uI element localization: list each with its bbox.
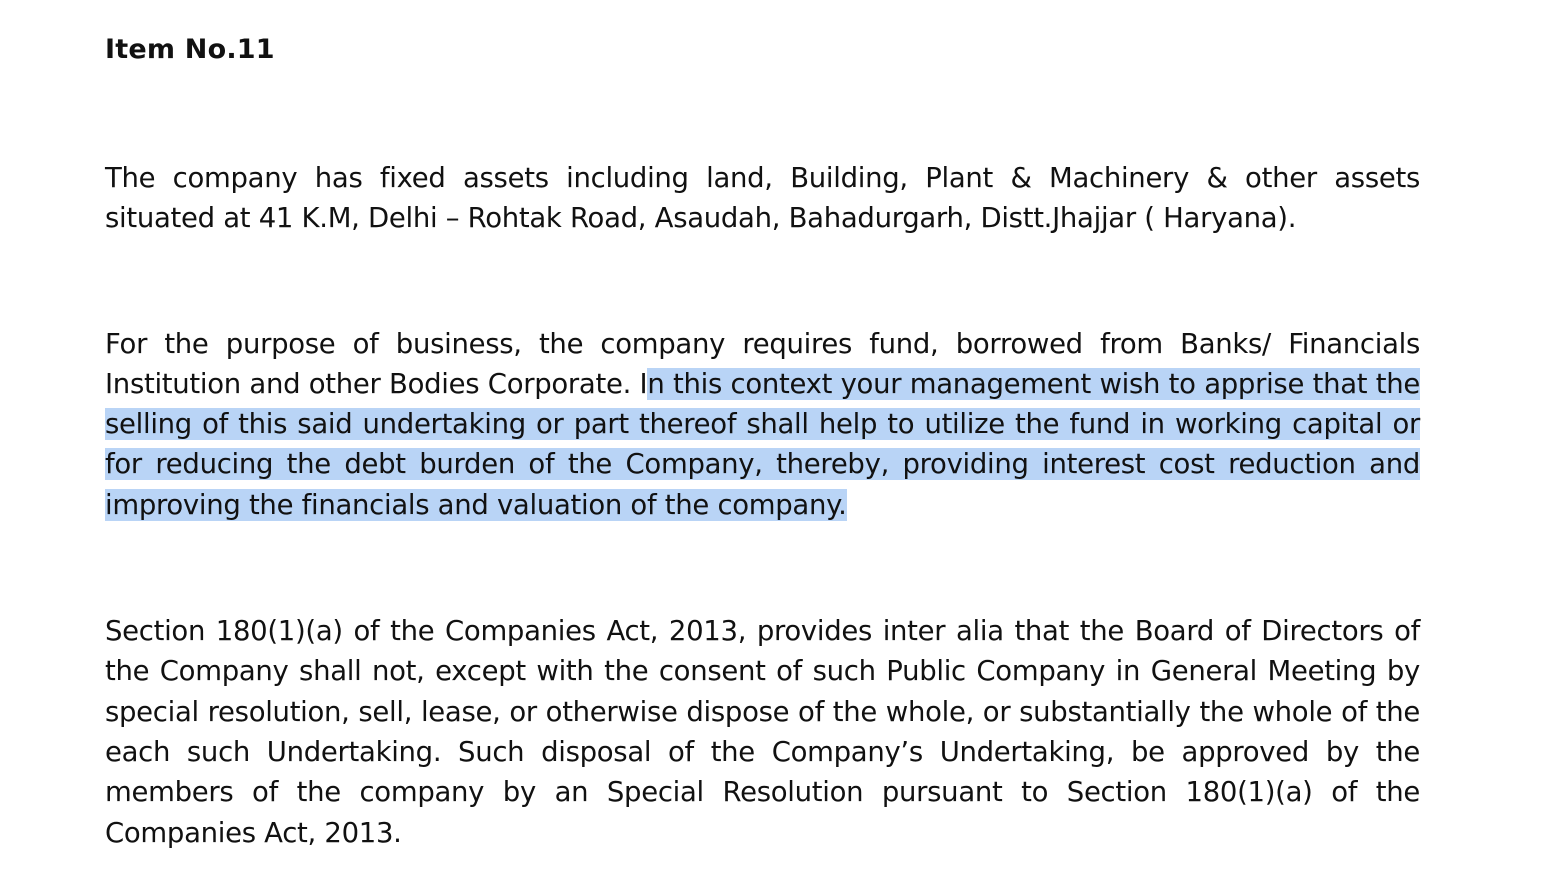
paragraph-text-unselected[interactable]: For the purpose of business, the company requires fund, borrowed from Banks/ Financials Institution and other Bodies Corporate. I	[105, 327, 1420, 400]
paragraph-fixed-assets[interactable]: The company has fixed assets including land, Building, Plant & Machinery & other assets situated at 41 K.M, Delhi – Rohtak Road, Asaudah, Bahadurgarh, Distt.Jhajjar ( Haryana).	[105, 162, 1420, 235]
item-heading: Item No.11	[105, 34, 275, 65]
selected-text-highlight[interactable]: n this context your management wish to apprise that the selling of this said undertaking or part thereof shall help to utilize the fund in working capital or for reducing the debt burden of the Company, thereby, providing interest cost reduction and improving the financials and valuation of the company.	[105, 367, 1420, 521]
document-page	[105, 28, 1420, 853]
paragraph-section-180[interactable]: Section 180(1)(a) of the Companies Act, 2013, provides inter alia that the Board of Directors of the Company shall not, except with the consent of such Public Company in General Meeting by special resolution, sell, lease, or otherwise dispose of the whole, or substantially the whole of the each such Undertaking. Such disposal of the Company’s Undertaking, be approved by the members of the company by an Special Resolution pursuant to Section 180(1)(a) of the Companies Act, 2013.	[105, 615, 1420, 849]
paragraph-purpose-of-business[interactable]	[105, 324, 1420, 525]
